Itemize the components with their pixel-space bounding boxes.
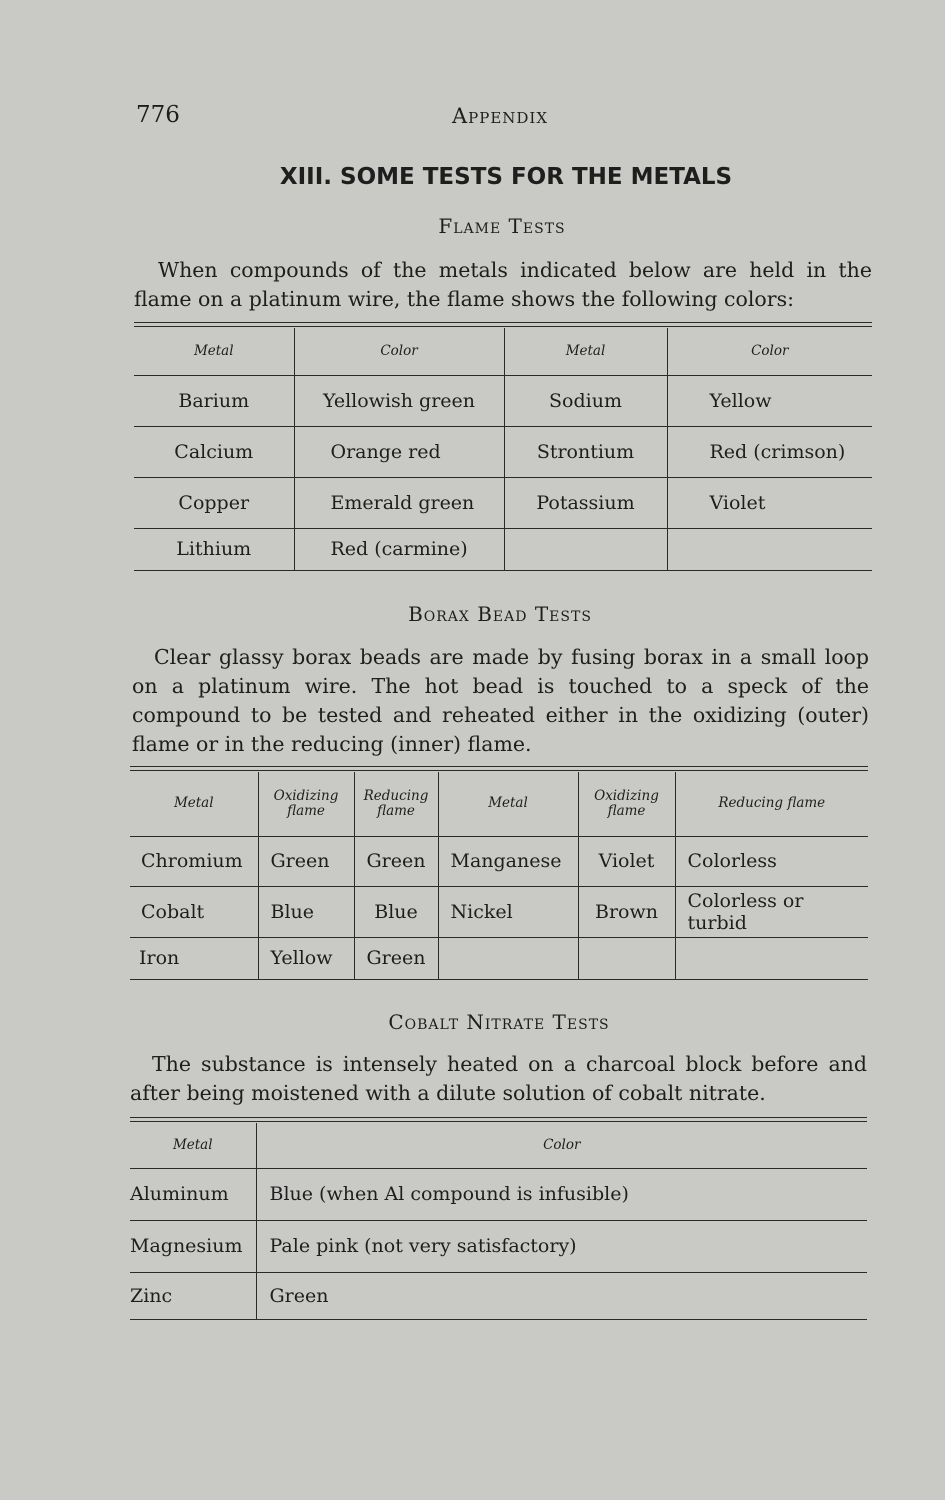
table-cell: Calcium [134, 426, 294, 477]
table-top-rule [130, 1117, 867, 1122]
table-top-rule [130, 766, 868, 771]
table-header-cell: Oxidizing flame [258, 772, 354, 836]
table-cell: Violet [578, 836, 675, 886]
table-cell: Green [354, 836, 438, 886]
table-row [134, 528, 872, 570]
table-cell: Green [256, 1272, 867, 1319]
table-header-cell: Color [256, 1123, 867, 1168]
table-cell: Pale pink (not very satisfactory) [256, 1220, 867, 1272]
table-header-cell: Oxidizing flame [578, 772, 675, 836]
table-cell: Chromium [130, 836, 258, 886]
table-cell: Iron [130, 937, 258, 979]
table-cell: Yellow [667, 375, 872, 426]
table-row [130, 836, 868, 886]
table-row [130, 1220, 867, 1272]
cobalt-tests-intro: The substance is intensely heated on a charcoal block before and after being moistened with a dilute solution of cobalt nitrate. [130, 1052, 867, 1105]
table-cell: Sodium [504, 375, 667, 426]
flame-tests-title: Flame Tests [438, 214, 566, 238]
table-cell [667, 528, 872, 570]
table-header-cell: Reducing flame [675, 772, 868, 836]
table-cell: Lithium [134, 528, 294, 570]
table-cell: Blue [354, 886, 438, 937]
table-cell: Yellow [258, 937, 354, 979]
table-top-rule [134, 322, 872, 327]
table-row [134, 375, 872, 426]
table-cell: Aluminum [130, 1168, 256, 1220]
table-cell: Magnesium [130, 1220, 256, 1272]
table-cell: Green [258, 836, 354, 886]
table-cell: Green [354, 937, 438, 979]
table-row [134, 426, 872, 477]
table-cell [578, 937, 675, 979]
table-cell: Strontium [504, 426, 667, 477]
table-header-cell: Color [667, 328, 872, 375]
table-cell: Orange red [294, 426, 504, 477]
borax-tests-table [130, 772, 868, 980]
table-header-cell: Reducing flame [354, 772, 438, 836]
borax-tests-intro: Clear glassy borax beads are made by fusing borax in a small loop on a platinum wire. The hot bead is touched to a speck of the compound to be tested and reheated either in the oxidizing (outer) flame or in the reducing (inner) flame. [132, 645, 869, 756]
table-row [130, 1272, 867, 1319]
table-header-cell: Metal [134, 328, 294, 375]
table-cell: Emerald green [294, 477, 504, 528]
table-header-cell: Color [294, 328, 504, 375]
table-cell: Barium [134, 375, 294, 426]
flame-tests-intro: When compounds of the metals indicated below are held in the flame on a platinum wire, the flame shows the following colors: [134, 258, 872, 311]
running-head [136, 102, 871, 132]
table-cell [675, 937, 868, 979]
cobalt-tests-title: Cobalt Nitrate Tests [388, 1010, 610, 1034]
table-cell: Yellowish green [294, 375, 504, 426]
table-header-cell: Metal [130, 772, 258, 836]
table-row [130, 1168, 867, 1220]
table-cell: Zinc [130, 1272, 256, 1319]
table-cell: Colorless or turbid [675, 886, 868, 937]
table-cell [438, 937, 578, 979]
table-cell: Cobalt [130, 886, 258, 937]
cobalt-tests-table [130, 1123, 867, 1320]
borax-tests-title: Borax Bead Tests [408, 602, 592, 626]
table-cell [504, 528, 667, 570]
table-cell: Blue (when Al compound is infusible) [256, 1168, 867, 1220]
table-header-cell: Metal [504, 328, 667, 375]
table-cell: Red (crimson) [667, 426, 872, 477]
section-title: XIII. SOME TESTS FOR THE METALS [279, 164, 733, 190]
table-cell: Blue [258, 886, 354, 937]
table-cell: Copper [134, 477, 294, 528]
table-header-cell: Metal [438, 772, 578, 836]
flame-tests-table [134, 328, 872, 571]
running-title: Appendix [451, 104, 549, 128]
table-cell: Potassium [504, 477, 667, 528]
table-cell: Manganese [438, 836, 578, 886]
table-row [130, 937, 868, 979]
table-cell: Brown [578, 886, 675, 937]
page-number: 776 [136, 102, 180, 128]
table-header-cell: Metal [130, 1123, 256, 1168]
table-cell: Violet [667, 477, 872, 528]
table-row [134, 477, 872, 528]
table-cell: Colorless [675, 836, 868, 886]
table-cell: Nickel [438, 886, 578, 937]
table-cell: Red (carmine) [294, 528, 504, 570]
table-row [130, 886, 868, 937]
